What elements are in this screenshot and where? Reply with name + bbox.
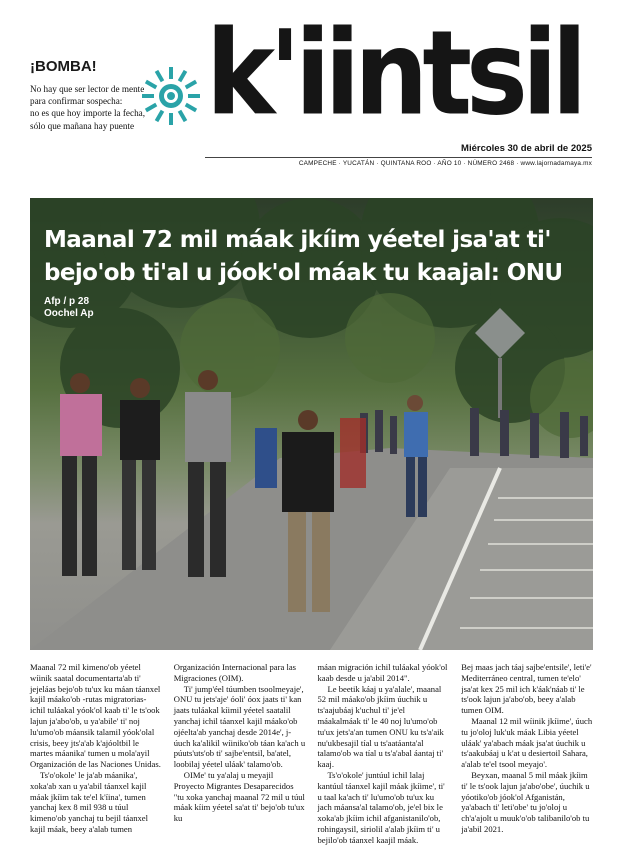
verse-line: No hay que ser lector de mente [30, 84, 145, 94]
bomba-title: ¡BOMBA! [30, 58, 97, 75]
credit-photo: Oochel Ap [44, 308, 94, 319]
lead-headline: Maanal 72 mil máak jkíim yéetel jsa'at ti' bejo'ob ti'al u jóok'ol máak tu kaajal: ONU [44, 227, 563, 286]
paragraph: Maanal 72 mil kimeno'ob yéetel wíinik saatal documentarta'ab ti' jejeláas bejo'ob tu'ux ku máan táanxel kajil máako'ob -rutas migratorias- ichil tuláakal yóok'ol kaab ti' le ts'ook lajun ja'abo'ob, u ya'abile' ti' noj lu'umo'ob máansik talamil yóok'olal crisis, beey jts'a'ab k'ajóoltbil le martes máanika' tumen u mola'ayil Organización de las Naciones Unidas. [30, 662, 161, 770]
article-column [30, 662, 162, 848]
masthead-rule [205, 157, 592, 158]
paragraph: Ti' jump'éel túumben tsoolmeyaje', ONU tu jets'aje' óoli' óox jaats ti' kan jaats tuláakal kíimil yéetel saatalil yanchaj ichil táanxel kajil máako'ob ojéelta'ab yanchaj desde 2014e', j-úuch ka'alikil wíiniko'ob táan ka'ach u púuts'uts'ob ti' sajbe'entsil, ba'atel, loobilaj yéetel uláak' talamo'ob. [173, 683, 306, 770]
bomba-verse [30, 83, 150, 132]
verse-line: no es que hoy importe la fecha, [30, 108, 146, 119]
photo-credit [44, 296, 94, 320]
paragraph: Ts'o'okole' le ja'ab máanika', xoka'ab xan u ya'abil táanxel kajil máak jkíim tak te'el k'íina', tumen yanchaj kex 8 mil 938 u túul kimeno'ob yanchaj tu bejil táanxel kajil máak, beey a'alab tumen [30, 769, 149, 834]
article-column [174, 662, 306, 848]
masthead-logo: k'iintsil [206, 4, 582, 142]
paragraph: Beyxan, maanal 5 mil máak jkíim ti' le ts'ook lajun ja'abo'obe', úuchik u yóotiko'ob jóok'ol Afganistán, ya'abach ti' leti'obe' tu jo'oloj u ch'a'ajolt u muuk'o'ob talibanilo'ob tu ja'abil 2021. [461, 769, 590, 834]
article-column [461, 662, 593, 848]
paragraph: Maanal 12 mil wíinik jkíime', úuch tu jo'oloj luk'uk máak Libia yéetel uláak' ya'abach máak jsa'at úuchik u ts'aakubáaj u k'at u desiertoil Sahara, a'alab te'el tsool meyajo'. [461, 715, 593, 770]
issue-date: Miércoles 30 de abril de 2025 [461, 143, 592, 154]
paragraph: Bej maas jach táaj sajbe'entsile', leti'e' Mediterráneo central, tumen te'elo' jsa'at kex 25 mil ich k'áak'náab ti' le ts'ook lajun ja'abo'ob, beey a'alab tumen OIM. [461, 662, 592, 716]
article-column [318, 662, 450, 848]
paragraph: Organización Internacional para las Migraciones (OIM). [173, 662, 296, 683]
edition-line: CAMPECHE · YUCATÁN · QUINTANA ROO · AÑO 10 · NÚMERO 2468 · www.lajornadamaya.mx [298, 160, 592, 167]
bomba-box [30, 58, 150, 132]
sun-logo-icon [140, 65, 202, 127]
verse-line: para confirmar sospecha: [30, 96, 123, 107]
article-body [30, 662, 593, 848]
credit-source: Afp / p 28 [44, 296, 90, 307]
lead-photo [30, 198, 593, 650]
verse-line: sólo que mañana hay puente [30, 120, 135, 131]
paragraph: OIMe' tu ya'alaj u meyajil Proyecto Migrantes Desaparecidos "tu xoka yanchaj maanal 72 mil u túul máak kíim yéetel sa'at ti' bejo'ob tu'ux ku [173, 769, 305, 824]
paragraph: máan migración ichil tuláakal yóok'ol kaab desde u ja'abil 2014". [317, 662, 448, 683]
paragraph: Ts'o'okole' juntúul ichil lalaj kantúul táanxel kajil máak jkíime', ti' u taal ka'ach ti' lu'umo'ob tu'ux ku jach máansa'al talamo'ob, je'el bix le xoka'ab jkíim ichil afganistanilo'ob, rohingaysil, siriolil a'alab jkíim ti' u bejilo'ob táanxel kaajil máak. [317, 769, 445, 845]
paragraph: Le beetik káaj u ya'alale', maanal 52 mil máako'ob jkíim úuchik u ts'aajubáaj k'uchul ti' je'el máakalmáak ti' le 40 noj lu'umo'ob tu'ux jets'a'an tumen ONU ku ts'a'aik nu'ukbesajil tíal u ts'aatáanta'al talamo'ob wa tíal u ts'a'abal áantaj ti' kaaj. [317, 683, 444, 770]
